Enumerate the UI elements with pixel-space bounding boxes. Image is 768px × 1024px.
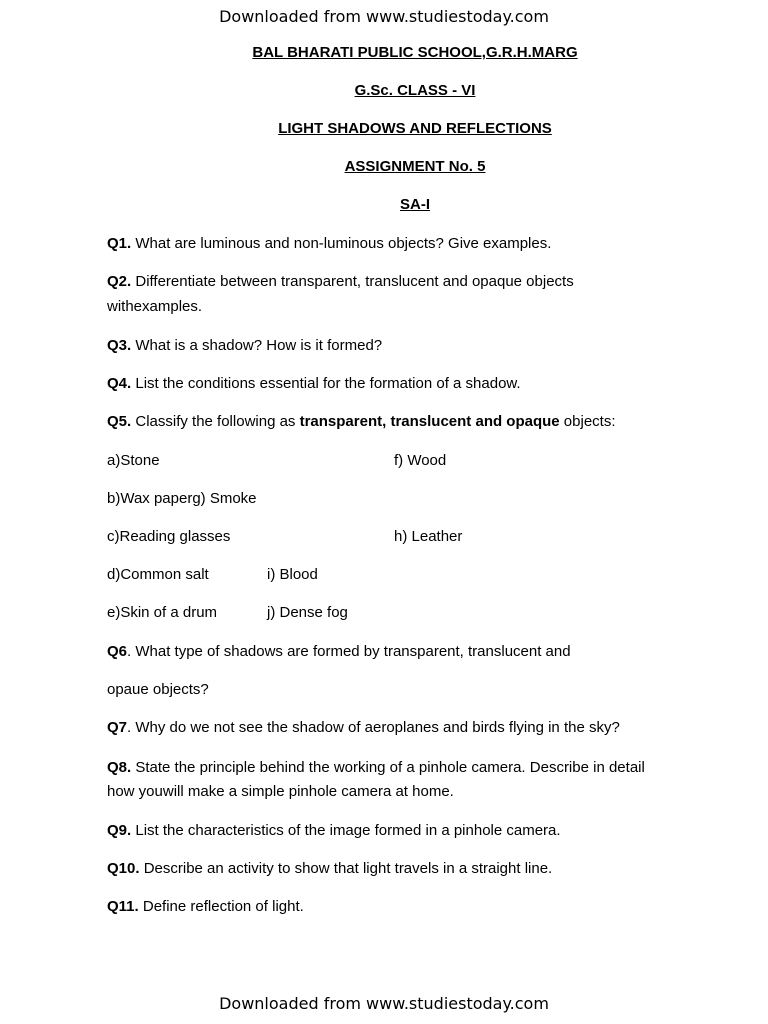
- question-6-continued: opaue objects?: [107, 681, 209, 698]
- question-text: Describe an activity to show that light travels in a straight line.: [139, 860, 553, 877]
- question-number: Q2.: [107, 273, 132, 290]
- question-number: Q10.: [107, 860, 140, 877]
- question-number: Q7: [107, 719, 128, 736]
- question-text: What are luminous and non-luminous objects? Give examples.: [131, 235, 552, 252]
- question-emphasis: transparent, translucent and opaque: [299, 413, 560, 430]
- item-j: j) Dense fog: [267, 604, 348, 621]
- question-8-continued: how youwill make a simple pinhole camera at home.: [107, 783, 454, 800]
- question-2: [107, 272, 574, 292]
- question-text: Differentiate between transparent, translucent and opaque objects: [131, 273, 574, 290]
- question-5: [107, 412, 616, 432]
- item-i: i) Blood: [267, 566, 318, 583]
- question-text: List the conditions essential for the formation of a shadow.: [131, 375, 521, 392]
- item-c: c)Reading glasses: [107, 528, 231, 545]
- question-text: . Why do we not see the shadow of aeroplanes and birds flying in the sky?: [127, 719, 620, 736]
- question-text: Classify the following as: [131, 413, 300, 430]
- question-text: State the principle behind the working of a pinhole camera. Describe in detail: [131, 759, 645, 776]
- question-number: Q8.: [107, 759, 132, 776]
- question-number: Q9.: [107, 822, 132, 839]
- assignment-number: ASSIGNMENT No. 5: [344, 158, 486, 175]
- question-number: Q3.: [107, 337, 132, 354]
- question-7: [107, 718, 620, 738]
- term-label: SA-I: [400, 196, 430, 213]
- item-e: e)Skin of a drum: [107, 604, 218, 621]
- item-a: a)Stone: [107, 452, 160, 469]
- question-4: [107, 374, 521, 394]
- item-f: f) Wood: [394, 452, 447, 469]
- question-text: Define reflection of light.: [138, 898, 304, 915]
- question-3: [107, 336, 382, 356]
- question-10: [107, 859, 552, 879]
- class-label: G.Sc. CLASS - VI: [354, 82, 476, 99]
- topic-title: LIGHT SHADOWS AND REFLECTIONS: [278, 120, 552, 137]
- item-h: h) Leather: [394, 528, 463, 545]
- question-number: Q4.: [107, 375, 132, 392]
- question-1: [107, 234, 551, 254]
- school-name: BAL BHARATI PUBLIC SCHOOL,G.R.H.MARG: [252, 44, 578, 61]
- question-6: [107, 642, 571, 662]
- item-b-g: b)Wax paperg) Smoke: [107, 490, 257, 507]
- question-9: [107, 821, 561, 841]
- question-text: . What type of shadows are formed by transparent, translucent and: [127, 643, 571, 660]
- question-number: Q5.: [107, 413, 132, 430]
- download-banner-bottom: Downloaded from www.studiestoday.com: [219, 994, 549, 1013]
- question-text-end: objects:: [559, 413, 616, 430]
- item-d: d)Common salt: [107, 566, 209, 583]
- question-number: Q11.: [107, 898, 139, 915]
- question-text: List the characteristics of the image formed in a pinhole camera.: [131, 822, 561, 839]
- question-11: [107, 897, 304, 917]
- question-2-continued: withexamples.: [107, 298, 203, 315]
- question-8: [107, 758, 645, 778]
- download-banner-top: Downloaded from www.studiestoday.com: [219, 7, 549, 26]
- question-number: Q6: [107, 643, 128, 660]
- question-text: What is a shadow? How is it formed?: [131, 337, 383, 354]
- question-number: Q1.: [107, 235, 132, 252]
